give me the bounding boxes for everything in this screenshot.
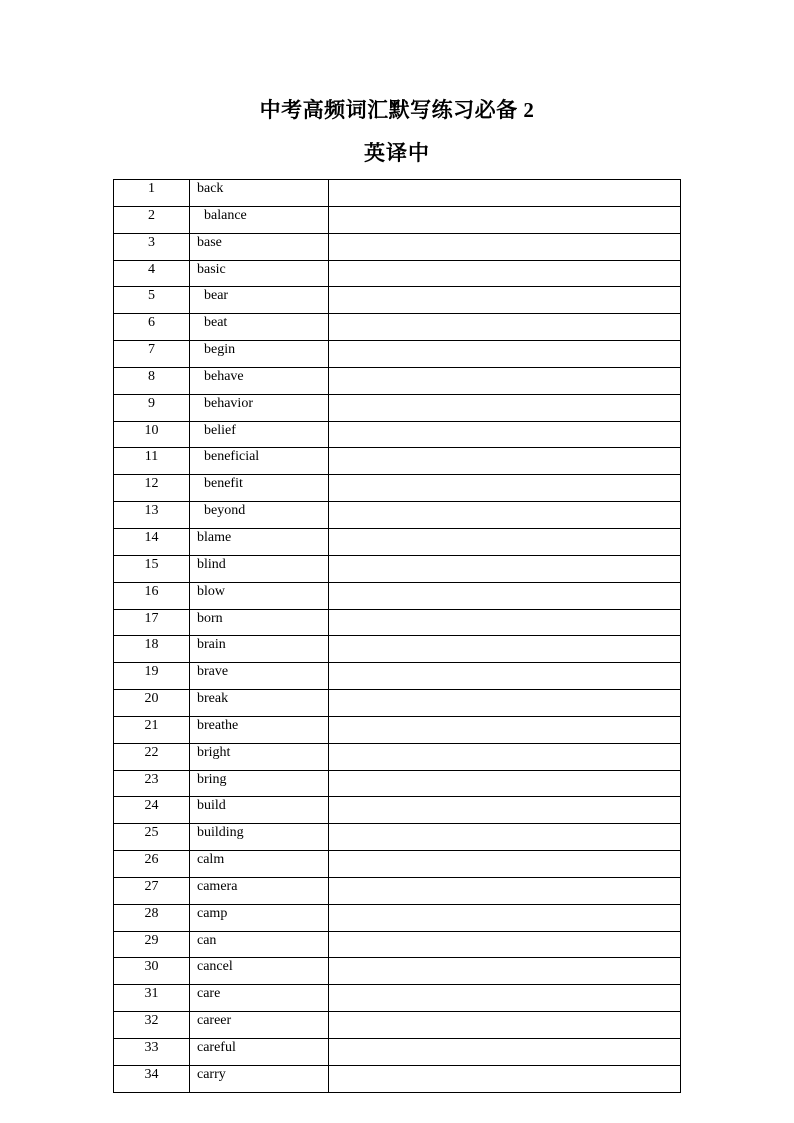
translation-answer-cell[interactable] [329,180,681,207]
translation-answer-cell[interactable] [329,528,681,555]
table-row [114,341,681,368]
row-number: 21 [114,716,190,743]
translation-answer-cell[interactable] [329,1039,681,1066]
row-number: 34 [114,1065,190,1092]
row-number: 6 [114,314,190,341]
translation-answer-cell[interactable] [329,1012,681,1039]
table-row [114,502,681,529]
table-row [114,528,681,555]
english-word: bear [190,287,329,314]
table-row [114,931,681,958]
english-word: belief [190,421,329,448]
vocabulary-table-body [114,180,681,1093]
translation-answer-cell[interactable] [329,367,681,394]
row-number: 30 [114,958,190,985]
english-word: balance [190,206,329,233]
row-number: 29 [114,931,190,958]
row-number: 11 [114,448,190,475]
english-word: beneficial [190,448,329,475]
table-row [114,206,681,233]
english-word: base [190,233,329,260]
translation-answer-cell[interactable] [329,394,681,421]
row-number: 10 [114,421,190,448]
row-number: 28 [114,904,190,931]
row-number: 8 [114,367,190,394]
translation-answer-cell[interactable] [329,421,681,448]
table-row [114,260,681,287]
translation-answer-cell[interactable] [329,663,681,690]
translation-answer-cell[interactable] [329,287,681,314]
translation-answer-cell[interactable] [329,851,681,878]
table-row [114,716,681,743]
row-number: 32 [114,1012,190,1039]
row-number: 25 [114,824,190,851]
row-number: 20 [114,690,190,717]
row-number: 9 [114,394,190,421]
translation-answer-cell[interactable] [329,314,681,341]
translation-answer-cell[interactable] [329,690,681,717]
translation-answer-cell[interactable] [329,636,681,663]
row-number: 16 [114,582,190,609]
translation-answer-cell[interactable] [329,502,681,529]
english-word: born [190,609,329,636]
row-number: 27 [114,877,190,904]
table-row [114,985,681,1012]
table-row [114,367,681,394]
row-number: 14 [114,528,190,555]
section-subtitle: 英译中 [364,141,430,165]
row-number: 17 [114,609,190,636]
translation-answer-cell[interactable] [329,904,681,931]
english-word: bright [190,743,329,770]
table-row [114,394,681,421]
table-row [114,663,681,690]
translation-answer-cell[interactable] [329,582,681,609]
english-word: blame [190,528,329,555]
english-word: career [190,1012,329,1039]
table-row [114,287,681,314]
table-row [114,958,681,985]
english-word: camera [190,877,329,904]
row-number: 33 [114,1039,190,1066]
english-word: beat [190,314,329,341]
translation-answer-cell[interactable] [329,770,681,797]
table-row [114,824,681,851]
english-word: building [190,824,329,851]
english-word: blind [190,555,329,582]
table-row [114,475,681,502]
table-row [114,904,681,931]
english-word: camp [190,904,329,931]
table-row [114,690,681,717]
table-row [114,448,681,475]
row-number: 18 [114,636,190,663]
translation-answer-cell[interactable] [329,233,681,260]
row-number: 13 [114,502,190,529]
row-number: 23 [114,770,190,797]
row-number: 7 [114,341,190,368]
table-row [114,770,681,797]
table-row [114,851,681,878]
english-word: careful [190,1039,329,1066]
translation-answer-cell[interactable] [329,1065,681,1092]
translation-answer-cell[interactable] [329,743,681,770]
table-row [114,555,681,582]
translation-answer-cell[interactable] [329,341,681,368]
row-number: 19 [114,663,190,690]
translation-answer-cell[interactable] [329,931,681,958]
row-number: 5 [114,287,190,314]
english-word: carry [190,1065,329,1092]
row-number: 3 [114,233,190,260]
table-row [114,1065,681,1092]
english-word: beyond [190,502,329,529]
table-row [114,314,681,341]
row-number: 24 [114,797,190,824]
translation-answer-cell[interactable] [329,609,681,636]
english-word: build [190,797,329,824]
table-row [114,233,681,260]
translation-answer-cell[interactable] [329,206,681,233]
english-word: brave [190,663,329,690]
table-row [114,421,681,448]
translation-answer-cell[interactable] [329,448,681,475]
english-word: can [190,931,329,958]
table-row [114,1039,681,1066]
row-number: 22 [114,743,190,770]
page-title: 中考高频词汇默写练习必备 2 [259,98,535,122]
english-word: blow [190,582,329,609]
row-number: 15 [114,555,190,582]
english-word: breathe [190,716,329,743]
row-number: 1 [114,180,190,207]
table-row [114,582,681,609]
english-word: care [190,985,329,1012]
row-number: 31 [114,985,190,1012]
row-number: 26 [114,851,190,878]
english-word: break [190,690,329,717]
english-word: cancel [190,958,329,985]
translation-answer-cell[interactable] [329,877,681,904]
table-row [114,180,681,207]
table-row [114,797,681,824]
translation-answer-cell[interactable] [329,260,681,287]
table-row [114,1012,681,1039]
english-word: back [190,180,329,207]
vocabulary-table [113,179,681,1093]
translation-answer-cell[interactable] [329,475,681,502]
translation-answer-cell[interactable] [329,824,681,851]
table-row [114,609,681,636]
translation-answer-cell[interactable] [329,797,681,824]
translation-answer-cell[interactable] [329,985,681,1012]
row-number: 2 [114,206,190,233]
english-word: bring [190,770,329,797]
translation-answer-cell[interactable] [329,716,681,743]
table-row [114,743,681,770]
row-number: 12 [114,475,190,502]
english-word: basic [190,260,329,287]
row-number: 4 [114,260,190,287]
english-word: brain [190,636,329,663]
english-word: calm [190,851,329,878]
translation-answer-cell[interactable] [329,958,681,985]
english-word: behave [190,367,329,394]
table-row [114,877,681,904]
english-word: benefit [190,475,329,502]
translation-answer-cell[interactable] [329,555,681,582]
english-word: begin [190,341,329,368]
english-word: behavior [190,394,329,421]
table-row [114,636,681,663]
